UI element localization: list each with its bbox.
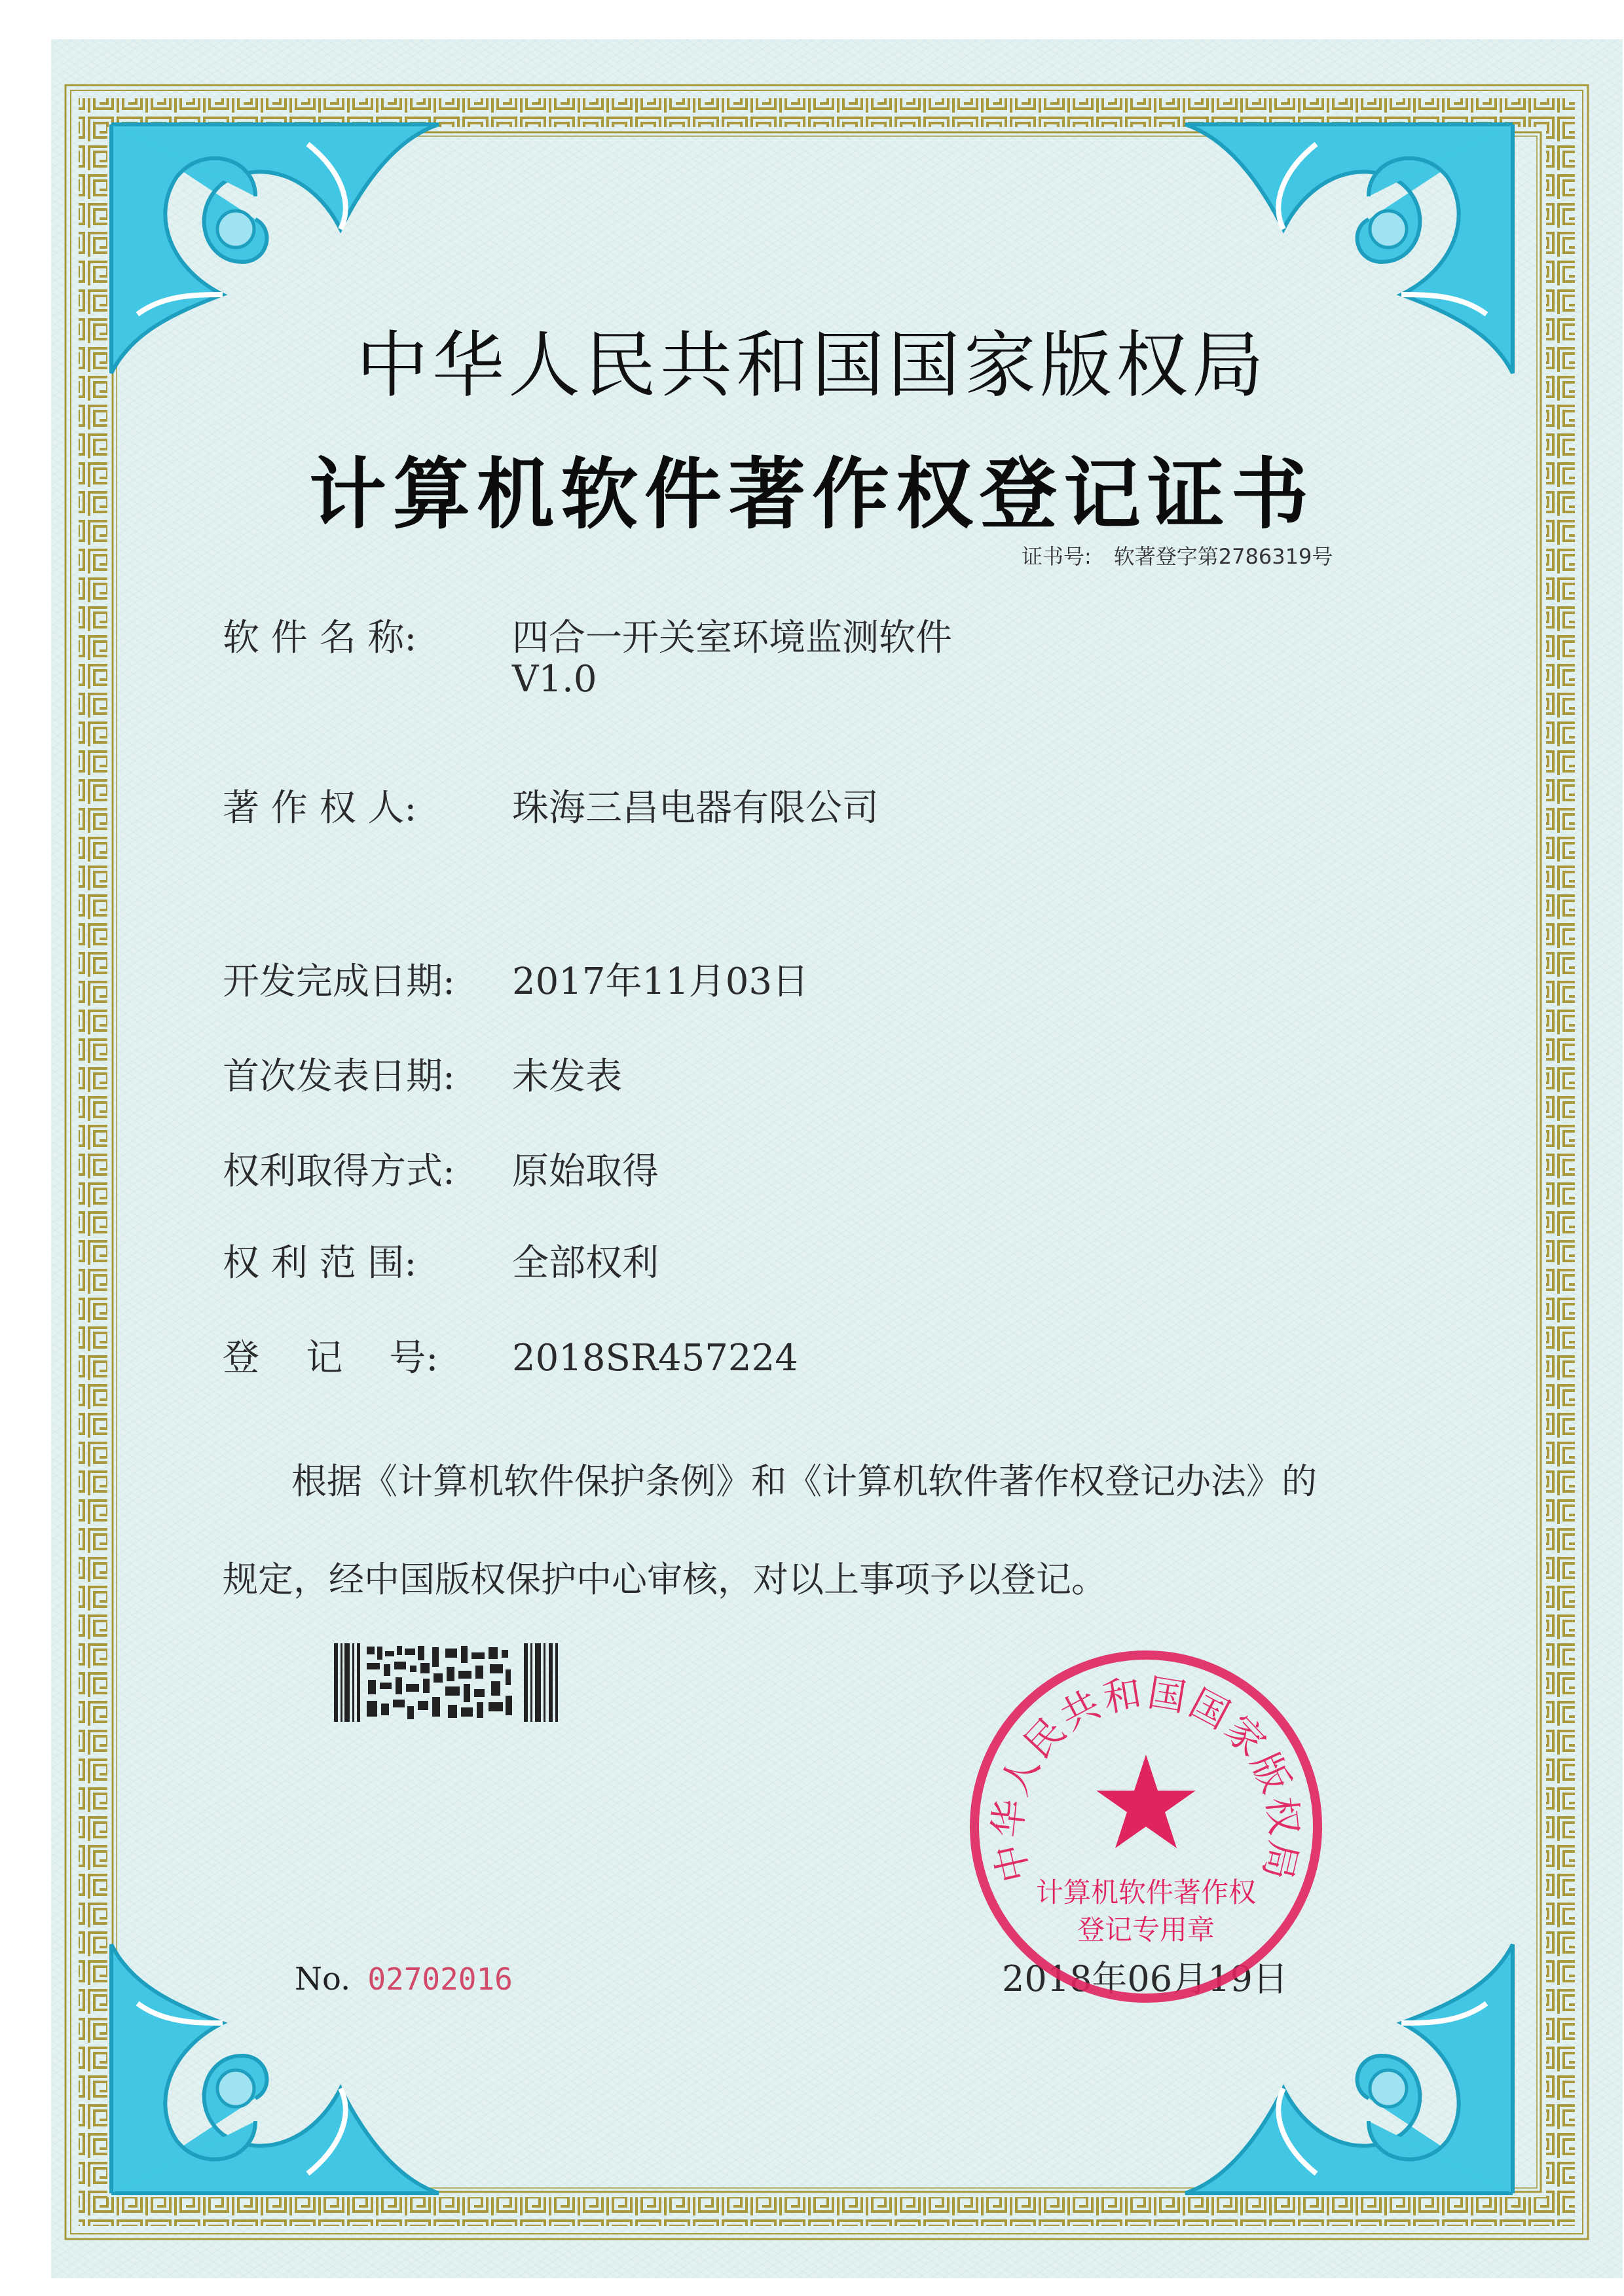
field-label: 权 利 范 围:: [223, 1242, 417, 1285]
field-completion-date: [223, 953, 809, 1005]
field-value: 全部权利: [512, 1242, 659, 1285]
field-copyright-owner: [223, 779, 879, 831]
field-value: 2018SR457224: [512, 1337, 798, 1379]
field-label: 著 作 权 人:: [223, 787, 417, 829]
serial-number: [295, 1961, 513, 1997]
field-label: 开发完成日期:: [223, 960, 455, 1003]
seal-inner-line-1: 计算机软件著作权: [1035, 1876, 1257, 1908]
field-acquisition-method: [223, 1142, 659, 1195]
barcode-icon: [334, 1643, 560, 1722]
serial-number-label: No.: [295, 1961, 351, 1997]
field-rights-scope: [223, 1234, 659, 1286]
official-seal: [963, 1643, 1329, 2010]
field-label: 软 件 名 称:: [223, 617, 417, 659]
field-value: 四合一开关室环境监测软件: [512, 617, 952, 659]
certificate-number: [1022, 540, 1333, 570]
field-first-publication: [223, 1048, 622, 1100]
statement-line-2: 规定，经中国版权保护中心审核，对以上事项予以登记。: [223, 1559, 1107, 1600]
issuer-title: 中华人民共和国国家版权局: [356, 323, 1268, 407]
certificate-title: 计算机软件著作权登记证书: [308, 448, 1315, 539]
field-value: 未发表: [512, 1055, 622, 1098]
seal-star-icon: [1096, 1755, 1196, 1848]
issue-date: 2018年06月19日: [1002, 1958, 1288, 1999]
statement-line-1: 根据《计算机软件保护条例》和《计算机软件著作权登记办法》的: [291, 1461, 1317, 1502]
seal-outer-text: 中华人民共和国国家版权局: [985, 1669, 1307, 1887]
field-label: 登 记 号:: [223, 1337, 439, 1379]
field-software-version: V1.0: [512, 658, 597, 701]
field-software-name: [223, 609, 952, 661]
certificate-number-value: 软著登字第2786319号: [1113, 544, 1333, 569]
field-label: 首次发表日期:: [223, 1055, 455, 1098]
field-registration-number: [223, 1329, 798, 1381]
field-value: 2017年11月03日: [512, 960, 809, 1003]
seal-inner-line-2: 登记专用章: [1077, 1914, 1215, 1946]
field-value: 原始取得: [512, 1150, 659, 1193]
field-label: 权利取得方式:: [223, 1150, 455, 1193]
serial-number-value: 02702016: [367, 1961, 513, 1997]
certificate-number-label: 证书号:: [1022, 544, 1092, 569]
field-value: 珠海三昌电器有限公司: [512, 787, 879, 829]
